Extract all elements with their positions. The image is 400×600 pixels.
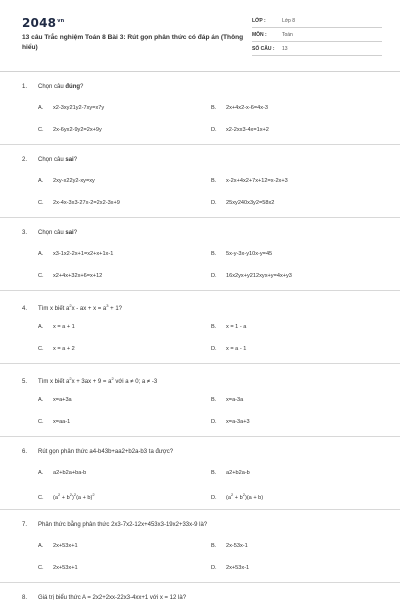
option-d[interactable] [211,492,263,501]
question-item [0,291,400,364]
info-value: Lớp 8 [282,17,296,24]
option-text: x2-3xy21y2-7xy=x7y [53,105,105,111]
question-item [0,218,400,291]
question-prefix: Giá trị biểu thức A = 2x2+2xx-22x3-4xx+1 với x = 12 là? [38,595,187,600]
option-letter: B. [211,470,217,476]
question-text [22,449,173,455]
info-table [252,14,382,56]
option-c[interactable] [38,492,95,501]
option-text: x=a-3a+3 [226,419,250,425]
superscript: 2 [92,492,95,497]
option-d[interactable] [211,273,292,279]
text-part: (a + b) [76,494,93,501]
option-letter: A. [38,470,44,476]
option-text: 25xy240x3y2=58x2 [226,200,275,206]
option-text: x=a-3a [226,397,244,403]
option-c[interactable] [38,200,120,206]
option-letter: B. [211,251,217,257]
text-part: )(a + b) [244,494,264,501]
text-part: + b [233,494,243,501]
superscript: 2 [69,303,72,308]
info-row-count [252,42,382,56]
superscript: 2 [242,492,245,497]
option-text: x-2x+4x2+7x+12=x-2x+3 [226,178,288,184]
option-text: 16x2yx+y212xyx+y=4x+y3 [226,273,292,279]
text-part: + 1? [108,306,123,312]
text-part: Tìm x biết a [38,379,70,385]
question-emphasis: sai [65,157,74,163]
option-text: a2+b2a-b [226,470,250,476]
option-c[interactable] [38,419,70,425]
question-number: 3. [22,230,28,236]
option-text: x2+4x+32x+6=x+12 [53,273,103,279]
option-a[interactable] [38,397,72,403]
option-letter: D. [211,494,217,501]
option-letter: B. [211,543,217,549]
option-letter: B. [211,324,217,330]
option-letter: A. [38,251,44,257]
option-formula [53,492,95,501]
question-prefix: Chọn câu [38,84,66,90]
option-letter: C. [38,565,44,571]
option-text: x = 1 - a [226,324,247,330]
question-text [22,522,207,528]
option-formula [226,492,264,501]
question-text [22,595,186,600]
superscript: 2 [111,376,114,381]
question-number: 6. [22,449,28,455]
option-text: x3-1x2-2x+1=x2+x+1x-1 [53,251,114,257]
question-text [22,157,77,163]
superscript: 2 [57,492,61,497]
option-text: x = a - 1 [226,346,247,352]
option-letter: D. [211,200,217,206]
text-part: với a ≠ 0; a ≠ -3 [113,379,158,385]
option-letter: A. [38,324,44,330]
option-text: x=aa-1 [53,419,71,425]
option-b[interactable] [211,105,268,111]
question-prefix: Chọn câu [38,230,66,236]
superscript: 2 [69,376,72,381]
question-emphasis: sai [65,230,74,236]
option-d[interactable] [211,127,269,133]
option-letter: C. [38,127,44,133]
option-letter: A. [38,397,44,403]
info-row-class [252,14,382,28]
text-part: x + 3ax + 9 = a [71,379,112,385]
question-number: 5. [22,379,28,385]
info-row-subject [252,28,382,42]
question-text [22,376,157,385]
superscript: 2 [73,492,77,497]
option-letter: A. [38,178,44,184]
option-letter: D. [211,127,217,133]
option-a[interactable] [38,324,75,330]
text-part: ) [71,494,74,501]
info-label: SỐ CÂU : [252,45,275,52]
option-text: x = a + 2 [53,346,75,352]
option-text: 2x-4x-3x3-27x-2=2x2-3x+9 [53,200,120,206]
option-c[interactable] [38,565,78,571]
option-text: x2-2xx3-4x=1x+2 [226,127,269,133]
option-a[interactable] [38,470,86,476]
option-d[interactable] [211,346,246,352]
info-label: MÔN : [252,31,267,38]
option-letter: C. [38,346,44,352]
option-a[interactable] [38,178,95,184]
option-text: 2x-53x-1 [226,543,248,549]
question-item [0,72,400,145]
question-number: 4. [22,306,28,312]
option-b[interactable] [211,178,288,184]
question-item [0,145,400,218]
option-text: 2x+53x-1 [226,565,250,571]
info-value: Toán [282,31,293,38]
option-text: 2x+4x2-x-6=4x-3 [226,105,268,111]
question-prefix: Rút gọn phân thức a4-b43b+aa2+b2a-b3 ta được? [38,449,174,455]
question-body [38,303,123,312]
question-item [0,364,400,437]
option-text: 5x-y-3x-y10x-y=45 [226,251,273,257]
option-b[interactable] [211,397,243,403]
question-prefix: Chọn câu [38,157,66,163]
option-d[interactable] [211,200,274,206]
question-suffix: ? [73,230,78,236]
option-b[interactable] [211,543,248,549]
info-label: LỚP : [252,17,266,24]
option-letter: B. [211,397,217,403]
option-text: a2+b2a+ba-b [53,470,87,476]
question-suffix: ? [80,84,84,90]
option-text: 2x+53x+1 [53,565,78,571]
question-text [22,230,77,236]
option-letter: C. [38,494,44,501]
option-text: x=a+3a [53,397,72,403]
option-text: 2x-6yx2-9y2=2x+9y [53,127,102,133]
option-b[interactable] [211,324,246,330]
text-part: (a [226,494,231,501]
option-a[interactable] [38,105,104,111]
question-suffix: ? [73,157,78,163]
option-letter: D. [211,273,217,279]
option-a[interactable] [38,251,113,257]
option-b[interactable] [211,251,272,257]
option-letter: A. [38,543,44,549]
option-c[interactable] [38,127,102,133]
question-number: 1. [22,84,28,90]
question-text [22,84,83,90]
logo-text: 2048 [22,16,57,30]
question-item [0,510,400,583]
info-value: 13 [282,45,288,52]
option-letter: D. [211,419,217,425]
text-part: Tìm x biết a [38,306,70,312]
option-letter: D. [211,346,217,352]
option-c[interactable] [38,273,102,279]
option-letter: B. [211,178,217,184]
superscript: 2 [69,492,72,497]
document-header [0,0,400,70]
question-text [22,303,122,312]
question-list [0,72,400,600]
option-letter: D. [211,565,217,571]
option-text: 2xy-x22y2-xy=xy [53,178,95,184]
option-letter: A. [38,105,44,111]
question-emphasis: đúng [65,84,81,90]
option-letter: C. [38,273,44,279]
question-prefix: Phân thức bằng phân thức 2x3-7x2-12x+453x3-19x2+33x-9 là? [38,522,208,528]
question-item [0,437,400,510]
question-number: 7. [22,522,28,528]
option-text: 2x+53x+1 [53,543,78,549]
option-letter: C. [38,419,44,425]
option-d[interactable] [211,419,250,425]
option-letter: B. [211,105,217,111]
document-title: 13 câu Trắc nghiệm Toán 8 Bài 3: Rút gọn phân thức có đáp án (Thông hiểu) [22,34,244,51]
question-number: 2. [22,157,28,163]
question-number: 8. [22,595,28,600]
superscript: 3 [106,303,109,308]
option-text: x = a + 1 [53,324,75,330]
option-letter: C. [38,200,44,206]
site-logo[interactable] [22,16,64,30]
option-b[interactable] [211,470,250,476]
text-part: + b [60,494,70,501]
option-d[interactable] [211,565,249,571]
superscript: 2 [230,492,234,497]
option-a[interactable] [38,543,78,549]
option-c[interactable] [38,346,75,352]
text-part: (a [53,494,58,501]
text-part: x - ax + x = a [71,306,107,312]
logo-suffix: vn [57,18,65,24]
question-body [38,376,158,385]
question-item [0,583,400,600]
